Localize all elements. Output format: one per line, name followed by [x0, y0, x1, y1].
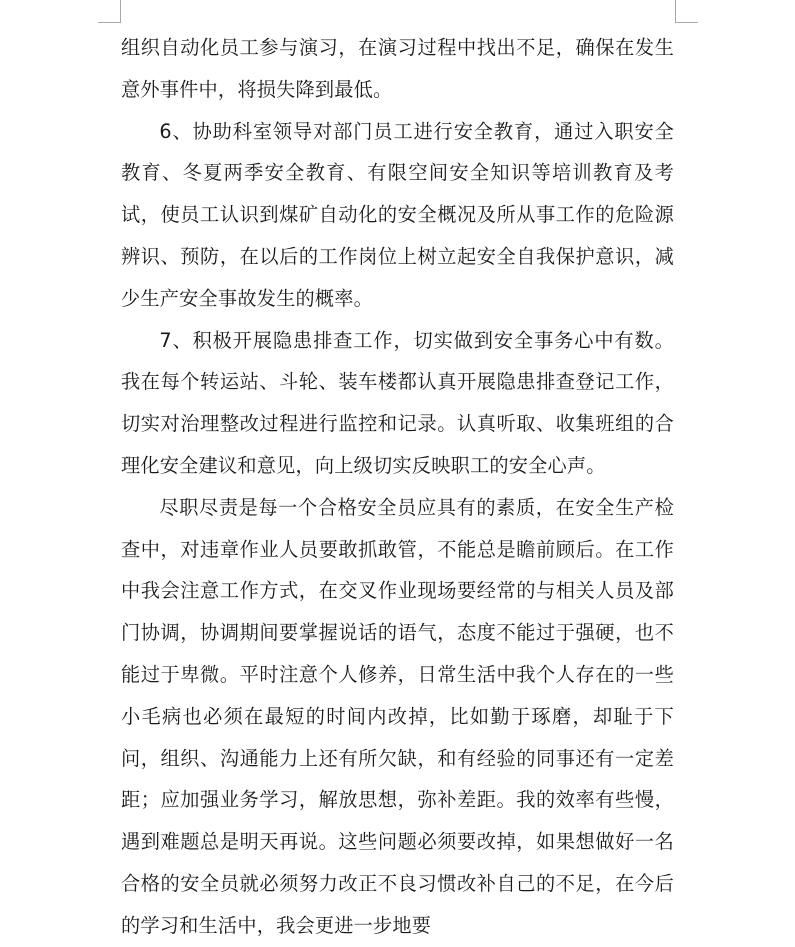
paragraph-item-7-hazard-inspection: 7、积极开展隐患排查工作，切实做到安全事务心中有数。我在每个转运站、斗轮、装车楼都认真开展隐患排查登记工作，切实对治理整改过程进行监控和记录。认真听取、收集班组的合理化安全建议和意见，向上级切实反映职工的安全心声。 — [121, 328, 674, 477]
page-corner-mark-right — [675, 0, 698, 23]
page-corner-mark-left — [98, 0, 121, 23]
paragraph-drill-continuation: 组织自动化员工参与演习，在演习过程中找出不足，确保在发生意外事件中，将损失降到最低。 — [121, 36, 674, 101]
paragraph-item-6-safety-education: 6、协助科室领导对部门员工进行安全教育，通过入职安全教育、冬夏两季安全教育、有限空间安全知识等培训教育及考试，使员工认识到煤矿自动化的安全概况及所从事工作的危险源辨识、预防，在以后的工作岗位上树立起安全自我保护意识，减少生产安全事故发生的概率。 — [121, 119, 674, 310]
document-body[interactable] — [121, 27, 674, 947]
paragraph-self-assessment: 尽职尽责是每一个合格安全员应具有的素质，在安全生产检查中，对违章作业人员要敢抓敢管，不能总是瞻前顾后。在工作中我会注意工作方式，在交叉作业现场要经常的与相关人员及部门协调，协调期间要掌握说话的语气，态度不能过于强硬，也不能过于卑微。平时注意个人修养，日常生活中我个人存在的一些小毛病也必须在最短的时间内改掉，比如勤于琢磨，却耻于下问，组织、沟通能力上还有所欠缺，和有经验的同事还有一定差距；应加强业务学习，解放思想，弥补差距。我的效率有些慢，遇到难题总是明天再说。这些问题必须要改掉，如果想做好一名合格的安全员就必须努力改正不良习惯改补自己的不足，在今后的学习和生活中，我会更进一步地要 — [121, 495, 674, 937]
